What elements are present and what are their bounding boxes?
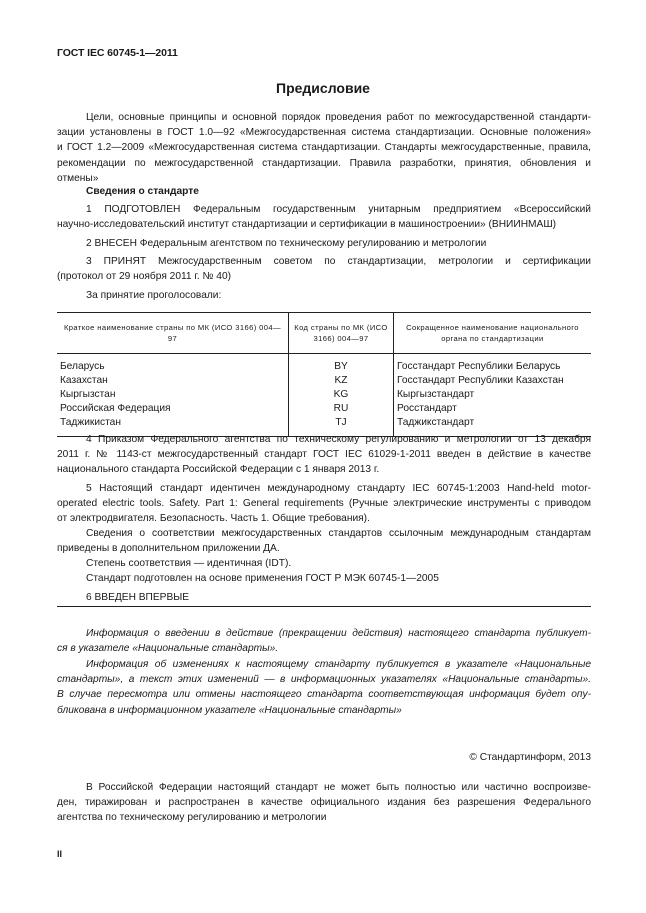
item-2: 2 ВНЕСЕН Федеральным агентством по техническому регулированию и метрологии (86, 238, 487, 249)
item-3 (57, 254, 591, 284)
text-line: отмены» (57, 172, 99, 184)
copyright: © Стандартинформ, 2013 (469, 752, 591, 763)
text-line: бликована в информационном указателе «Национальные стандарты» (57, 704, 402, 716)
text-line: operated electric tools. Safety. Part 1: General requirements (Ручные электрические инструменты с приводом (57, 498, 591, 510)
text-line: 4 Приказом Федерального агентства по техническому регулированию и метрологии от 13 декабря (86, 434, 591, 445)
text-line: агентства по техническому регулированию и метрологии (57, 812, 327, 824)
text-line: 5 Настоящий стандарт идентичен международному стандарту IEC 60745-1:2003 Hand-held motor- (86, 483, 591, 494)
country-cell: Казахстан (60, 375, 108, 386)
country-cell: Беларусь (60, 361, 105, 372)
item-4 (57, 432, 591, 478)
voting-table (57, 312, 591, 437)
text-line: стандарты», а текст этих изменений — в информационных указателях «Национальные стандарты». (57, 674, 591, 686)
notice-changes (57, 657, 591, 718)
text-line: (протокол от 29 ноября 2011 г. № 40) (57, 271, 232, 283)
code-cell: TJ (289, 416, 394, 437)
item-5-degree: Степень соответствия — идентичная (IDT). (86, 558, 292, 569)
text-line: 3 ПРИНЯТ Межгосударственным советом по стандартизации, метрологии и сертификации (86, 256, 591, 267)
code-cell: BY (289, 354, 394, 375)
text-line: научно-исследовательский институт стандартизации и сертификации в машиностроении» (ВНИИНМАШ) (57, 219, 557, 231)
text-line: от электродвигателя. Безопасность. Часть 1. Общие требования). (57, 513, 370, 525)
text-line: приведены в дополнительном приложении ДА. (57, 543, 280, 555)
table-header-country: Краткое наименование страны по МК (ИСО 3166) 004—97 (57, 313, 289, 354)
voted-label: За принятие проголосовали: (86, 290, 222, 301)
text-line: Информация о введении в действие (прекращении действия) настоящего стандарта публикует- (86, 628, 591, 639)
text-line: национального стандарта Российской Федерации с 1 января 2013 г. (57, 464, 380, 476)
text-line: ден, тиражирован и распространен в качестве официального издания без разрешения Федерального (57, 797, 591, 809)
item-5-basis: Стандарт подготовлен на основе применения ГОСТ Р МЭК 60745-1—2005 (86, 573, 439, 584)
page-number: II (57, 849, 63, 859)
code-cell: KZ (289, 374, 394, 388)
text-line: 2011 г. № 1143-ст межгосударственный стандарт ГОСТ IEC 61029-1-2011 введен в действие в качестве (57, 449, 591, 461)
page-title: Предисловие (276, 80, 370, 96)
item-5-info (57, 526, 591, 556)
info-heading: Сведения о стандарте (86, 186, 199, 197)
body-cell: Кыргызстандарт (397, 389, 475, 400)
country-cell: Кыргызстан (60, 389, 116, 400)
table-header-body: Сокращенное наименование национального органа по стандартизации (394, 313, 592, 354)
table-row (57, 388, 591, 402)
item-6: 6 ВВЕДЕН ВПЕРВЫЕ (86, 592, 190, 603)
body-cell: Госстандарт Республики Казахстан (397, 375, 564, 386)
country-cell: Российская Федерация (60, 403, 171, 414)
body-cell: Госстандарт Республики Беларусь (397, 361, 561, 372)
text-line: 1 ПОДГОТОВЛЕН Федеральным государственным унитарным предприятием «Всероссийский (86, 204, 591, 215)
document-code-header: ГОСТ IEC 60745-1—2011 (57, 47, 178, 59)
table-row (57, 402, 591, 416)
text-line: ся в указателе «Национальные стандарты». (57, 643, 279, 655)
text-line: и ГОСТ 1.2—2009 «Межгосударственная система стандартизации. Стандарты межгосударственные, правила, (57, 142, 591, 154)
code-cell: KG (289, 388, 394, 402)
item-5 (57, 481, 591, 527)
text-line: рекомендации по межгосударственной стандартизации. Правила разработки, принятия, обновления и (57, 157, 591, 169)
text-line: В Российской Федерации настоящий стандарт не может быть полностью или частично воспроизве- (86, 782, 591, 793)
table-row (57, 374, 591, 388)
code-cell: RU (289, 402, 394, 416)
intro-paragraph (57, 110, 591, 186)
notice-introduction (57, 626, 591, 656)
text-line: зации установлены в ГОСТ 1.0—92 «Межгосударственная система стандартизации. Основные положения» (57, 127, 591, 139)
text-line: Информация об изменениях к настоящему стандарту публикуется в указателе «Национальные (86, 659, 591, 670)
rights-paragraph (57, 780, 591, 826)
text-line: Сведения о соответствии межгосударственных стандартов ссылочным международным стандартам (86, 528, 591, 539)
text-line: Цели, основные принципы и основной порядок проведения работ по межгосударственной стандарти- (86, 112, 591, 123)
body-cell: Таджикстандарт (394, 416, 592, 437)
divider (57, 606, 591, 607)
country-cell: Таджикистан (57, 416, 289, 437)
table-row (57, 354, 591, 375)
table-header-code: Код страны по МК (ИСО 3166) 004—97 (289, 313, 394, 354)
body-cell: Росстандарт (397, 403, 457, 414)
text-line: В случае пересмотра или отмены настоящего стандарта соответствующая информация будет опу- (57, 689, 591, 701)
item-1 (57, 202, 591, 232)
